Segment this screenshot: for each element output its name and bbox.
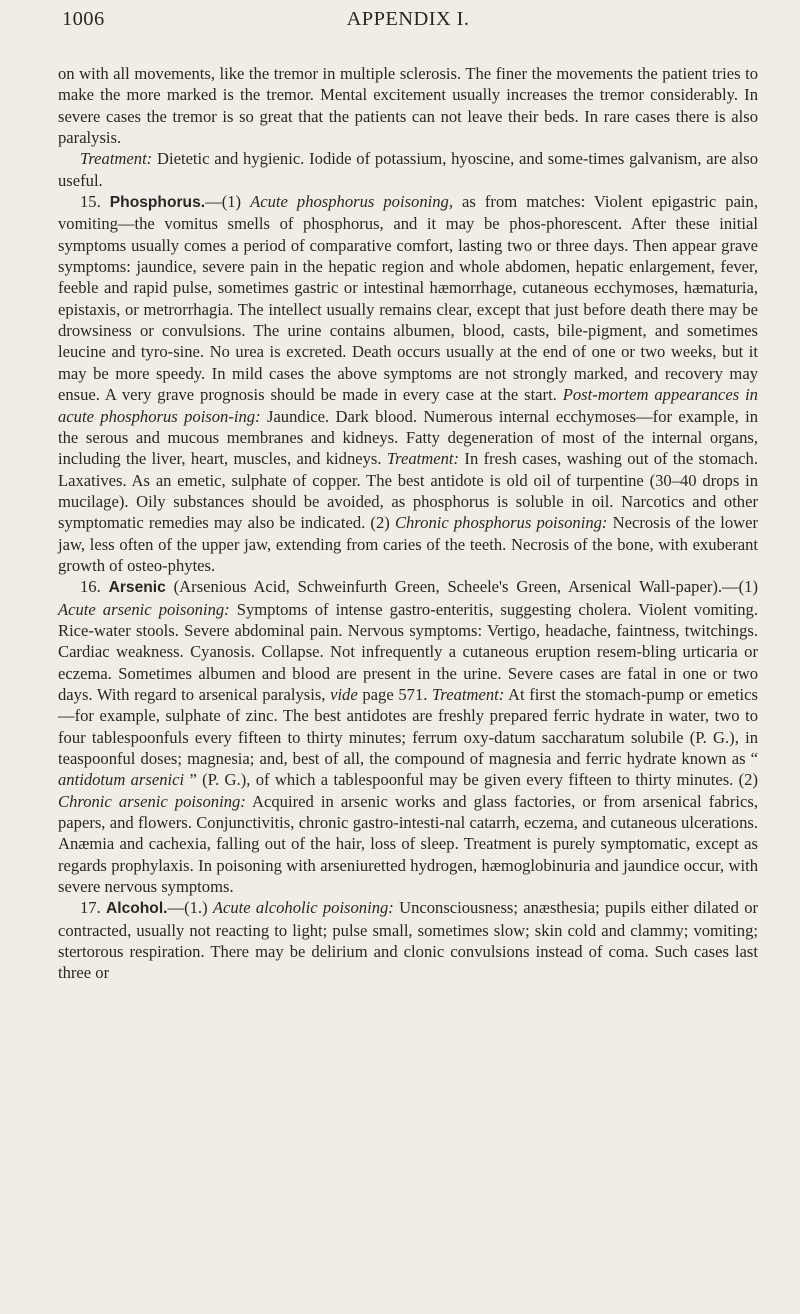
paragraph-alcohol (58, 897, 758, 983)
text-run: ” (P. G.), of which a tablespoonful may be given every fifteen to thirty minutes. (2) (184, 770, 758, 790)
text-run: Jaundice. Dark blood. Numerous internal ecchymoses—for example, in the serous and mucous membranes and kidneys. Fatty degeneration of most of the internal organs, including the liver, heart, muscles, and kidneys. (58, 406, 758, 469)
section-heading-phosphorus: Phosphorus. (109, 194, 206, 212)
text-run: Symptoms of intense gastro-enteritis, suggesting cholera. Violent vomiting. Rice-water stools. Severe abdominal pain. Nervous symptoms: Vertigo, headache, faintness, twitchings. Cardiac weakness. Cyanosis. Collapse. Not infrequently a cutaneous eruption resem-bling urticaria or eczema. Sometimes albumen and blood are present in the urine. Severe cases are fatal in one or two days. With regard to arsenical paralysis, (58, 599, 759, 704)
treatment-heading: Treatment: (80, 149, 153, 169)
text-run: In fresh cases, washing out of the stomach. Laxatives. As an emetic, sulphate of copper. The best antidote is old oil of turpentine (30–40 drops in mucilage). Oily substances should be avoided, as phosphorus is soluble in oil. Narcotics and other symptomatic remedies may also be indicated. (2) (58, 449, 758, 533)
subheading: Acute arsenic poisoning: (58, 599, 230, 619)
running-title: APPENDIX I. (346, 8, 470, 30)
text-run: —(1) (205, 192, 251, 212)
subheading: Acute phosphorus poisoning, (250, 192, 453, 212)
page-header (62, 8, 754, 38)
paragraph-arsenic (58, 576, 758, 897)
paragraph (58, 148, 758, 191)
paragraph (58, 63, 758, 148)
text-run: page 571. (357, 684, 433, 704)
text-run: Dietetic and hygienic. Iodide of potassium, hyoscine, and some-times galvanism, are also useful. (58, 149, 758, 190)
subheading: Chronic phosphorus poisoning: (394, 513, 608, 533)
paragraph-phosphorus (58, 191, 758, 576)
subheading: Treatment: (432, 684, 505, 704)
page-body (58, 63, 758, 984)
text-run: Unconsciousness; anæsthesia; pupils either dilated or contracted, usually not reacting to light; pulse small, sometimes slow; skin cold and clammy; vomiting; stertorous respiration. There may be delirium and clonic convulsions instead of coma. Such cases last three or (58, 898, 759, 983)
page-number: 1006 (62, 8, 105, 30)
section-number: 16. (80, 577, 109, 597)
subheading: Acute alcoholic poisoning: (212, 898, 394, 918)
italic-term: vide (330, 684, 358, 704)
text-run: Necrosis of the lower jaw, less often of the upper jaw, extending from caries of the teeth. Necrosis of the bone, with exuberant growth of osteo-phytes. (58, 513, 758, 575)
text-run: —(1.) (167, 898, 213, 918)
section-number: 15. (80, 192, 110, 212)
text-run: Acquired in arsenic works and glass factories, or from arsenical fabrics, papers, and flowers. Conjunctivitis, chronic gastro-intesti-nal catarrh, eczema, and cutaneous ulcerations. Anæmia and cachexia, falling out of the hair, loss of sleep. Treatment is purely symptomatic, except as regards prophylaxis. In poisoning with arseniuretted hydrogen, hæmoglobinuria and jaundice occur, with severe nervous symptoms. (58, 791, 758, 897)
subheading: Treatment: (386, 449, 460, 469)
text-run: At first the stomach-pump or emetics—for example, sulphate of zinc. The best antidotes are freshly prepared ferric hydrate in water, two to four tablespoonfuls every fifteen to thirty minutes; ferrum oxy-datum saccharatum solubile (P. G.), in teaspoonful doses; magnesia; and, best of all, the compound of magnesia and ferric hydrate known as “ (58, 684, 758, 768)
text-run: as from matches: Violent epigastric pain, vomiting—the vomitus smells of phosphorus, and it may be phos-phorescent. After these initial symptoms usually comes a period of comparative comfort, lasting two or three days. Then appear grave symptoms: jaundice, severe pain in the hepatic region and whole abdomen, hepatic enlargement, fever, feeble and rapid pulse, sometimes gastric or intestinal hæmorrhage, cutaneous ecchymoses, hæmaturia, epistaxis, or metrorrhagia. The intellect usually remains clear, except that just before death there may be drowsiness or convulsions. The urine contains albumen, blood, casts, bile-pigment, and sometimes leucine and tyro-sine. No urea is excreted. Death occurs usually at the end of one or two weeks, but it may be more speedy. In mild cases the above symptoms are not strongly marked, and recovery may ensue. A very grave prognosis should be made in every case at the start. (58, 192, 758, 405)
section-heading-arsenic: Arsenic (108, 579, 166, 597)
subheading: Post-mortem appearances in acute phosphorus poison-ing: (58, 385, 758, 426)
subheading: Chronic arsenic poisoning: (58, 791, 246, 811)
section-number: 17. (80, 898, 106, 918)
section-heading-alcohol: Alcohol. (105, 900, 168, 918)
text-run: on with all movements, like the tremor in multiple sclerosis. The finer the movements the patient tries to make the more marked is the tremor. Mental excitement usually increases the tremor considerably. In severe cases the tremor is so great that the patients can not leave their beds. In rare cases there is also paralysis. (58, 64, 758, 148)
text-run: (Arsenious Acid, Schweinfurth Green, Scheele's Green, Arsenical Wall-paper).—(1) (165, 577, 758, 597)
italic-term: antidotum arsenici (58, 770, 185, 790)
